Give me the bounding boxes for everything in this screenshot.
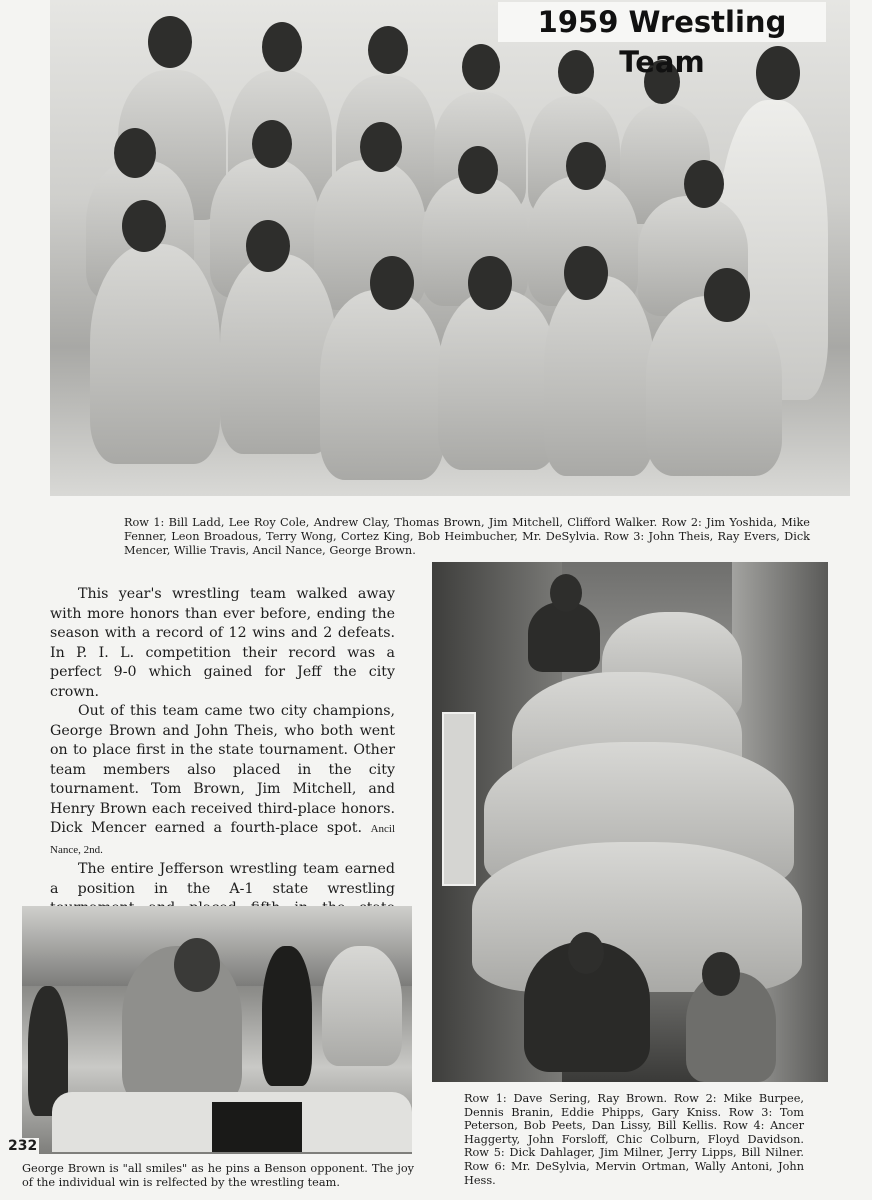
team-photo-caption: Row 1: Bill Ladd, Lee Roy Cole, Andrew Clay, Thomas Brown, Jim Mitchell, Clifford Walker. Row 2: Jim Yoshida, Mike Fenner, Leon Broadous, Terry Wong, Cortez King, Bob Heimbucher, Mr. DeSylvia. Row 3: John Theis, Ray Evers, Dick Mencer, Willie Travis, Ancil Nance, George Brown. <box>124 516 810 557</box>
paragraph-2-text: Out of this team came two city champions, George Brown and John Theis, who both went on to place first in the state tournament. Other team members also placed in the city tournament. Tom Brown, Jim Mitchell, and Henry Brown each received third-place honors. Dick Mencer earned a fourth-place spot. <box>50 703 395 836</box>
paragraph-3: The entire Jefferson wrestling team earned a position in the A-1 state wrestling <box>50 861 395 897</box>
group-photo <box>432 562 828 1082</box>
action-photo-caption: George Brown is "all smiles" as he pins a Benson opponent. The joy of the individual win is relfected by the wrestling team. <box>22 1162 414 1189</box>
paragraph-2-note: Ancil Nance, 2nd. <box>50 823 396 856</box>
team-photo <box>50 0 850 496</box>
page-number: 232 <box>8 1138 38 1154</box>
page-title: 1959 Wrestling Team <box>498 2 826 42</box>
paragraph-2 <box>50 702 395 860</box>
group-photo-caption: Row 1: Dave Sering, Ray Brown. Row 2: Mike Burpee, Dennis Branin, Eddie Phipps, Gary Kniss. Row 3: Tom Peterson, Bob Peets, Dan Lissy, Bill Kellis. Row 4: Ancer Haggerty, John Forsloff, Chic Colburn, Floyd Davidson. Row 5: Dick Dahlager, Jim Milner, Jerry Lipps, Bill Nilner. Row 6: Mr. DeSylvia, Mervin Ortman, Wally Antoni, John Hess. <box>464 1092 804 1187</box>
paragraph-1: This year's wrestling team walked away with more honors than ever before, ending the season with a record of 12 wins and 2 defeats. In P. I. L. competition their record was a perfect 9-0 which gained for Jeff the city crown. <box>50 586 395 700</box>
action-photo <box>22 906 412 1154</box>
article-body <box>50 585 395 938</box>
